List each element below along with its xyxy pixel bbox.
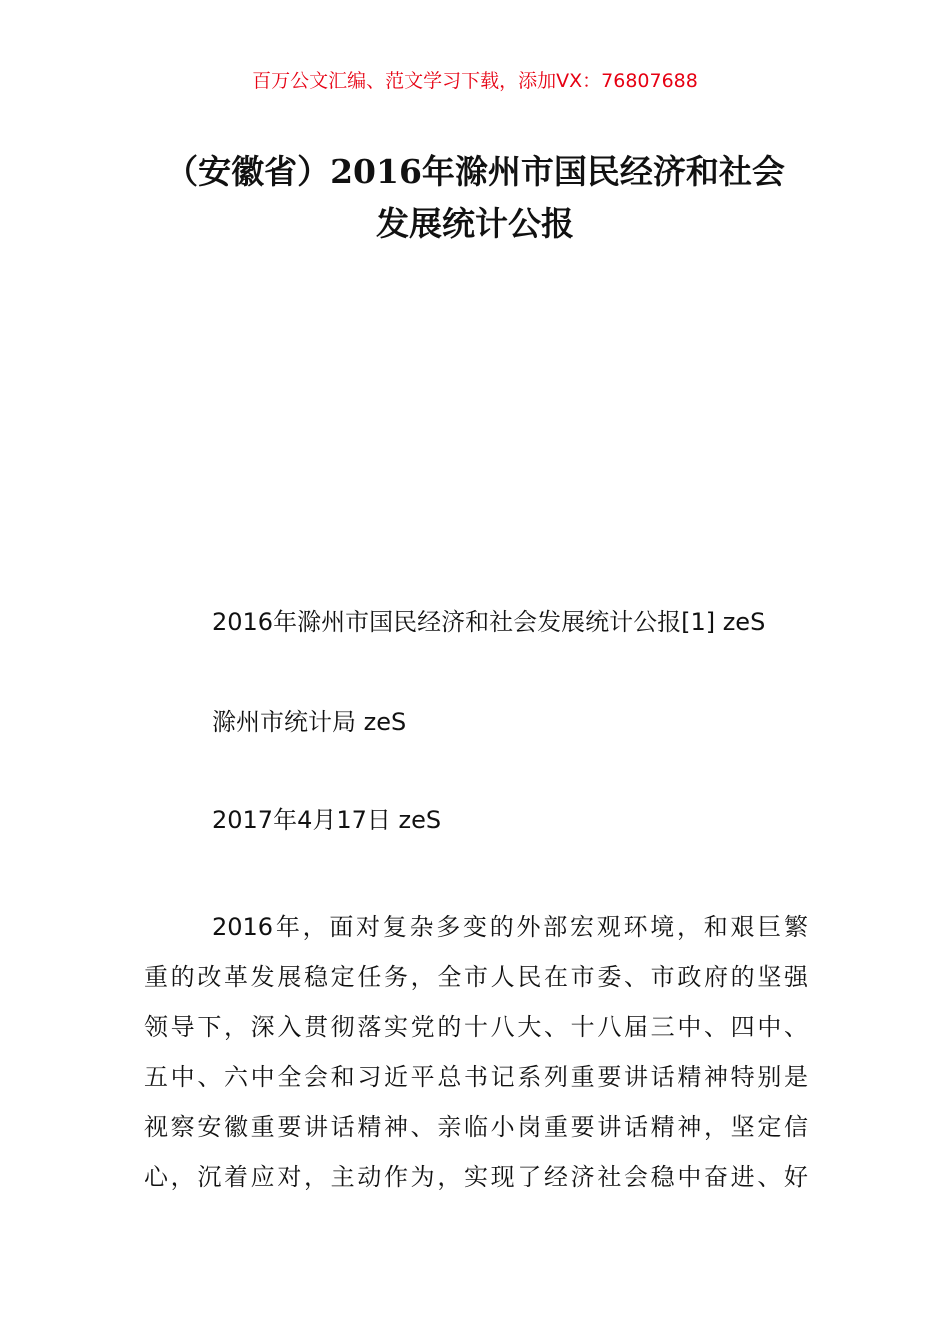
paragraph-line: 2016年，面对复杂多变的外部宏观环境，和艰巨繁	[212, 913, 808, 941]
paragraph-line: 重的改革发展稳定任务，全市人民在市委、市政府的坚强	[144, 963, 808, 991]
body-paragraph	[144, 902, 808, 1202]
paragraph-line: 心，沉着应对，主动作为，实现了经济社会稳中奋进、好	[144, 1163, 808, 1191]
issuer-line: 滁州市统计局 zeS	[212, 708, 407, 736]
date-line: 2017年4月17日 zeS	[212, 806, 442, 834]
paragraph-line: 领导下，深入贯彻落实党的十八大、十八届三中、四中、	[144, 1013, 808, 1041]
title-line-1: （安徽省）2016年滁州市国民经济和社会	[165, 152, 785, 191]
title-line-2: 发展统计公报	[376, 204, 574, 243]
document-title	[120, 146, 830, 250]
report-subtitle: 2016年滁州市国民经济和社会发展统计公报[1] zeS	[212, 608, 766, 636]
paragraph-line: 五中、六中全会和习近平总书记系列重要讲话精神特别是	[144, 1063, 808, 1091]
paragraph-line: 视察安徽重要讲话精神、亲临小岗重要讲话精神，坚定信	[144, 1113, 808, 1141]
header-banner: 百万公文汇编、范文学习下载，添加VX：76807688	[252, 70, 698, 92]
